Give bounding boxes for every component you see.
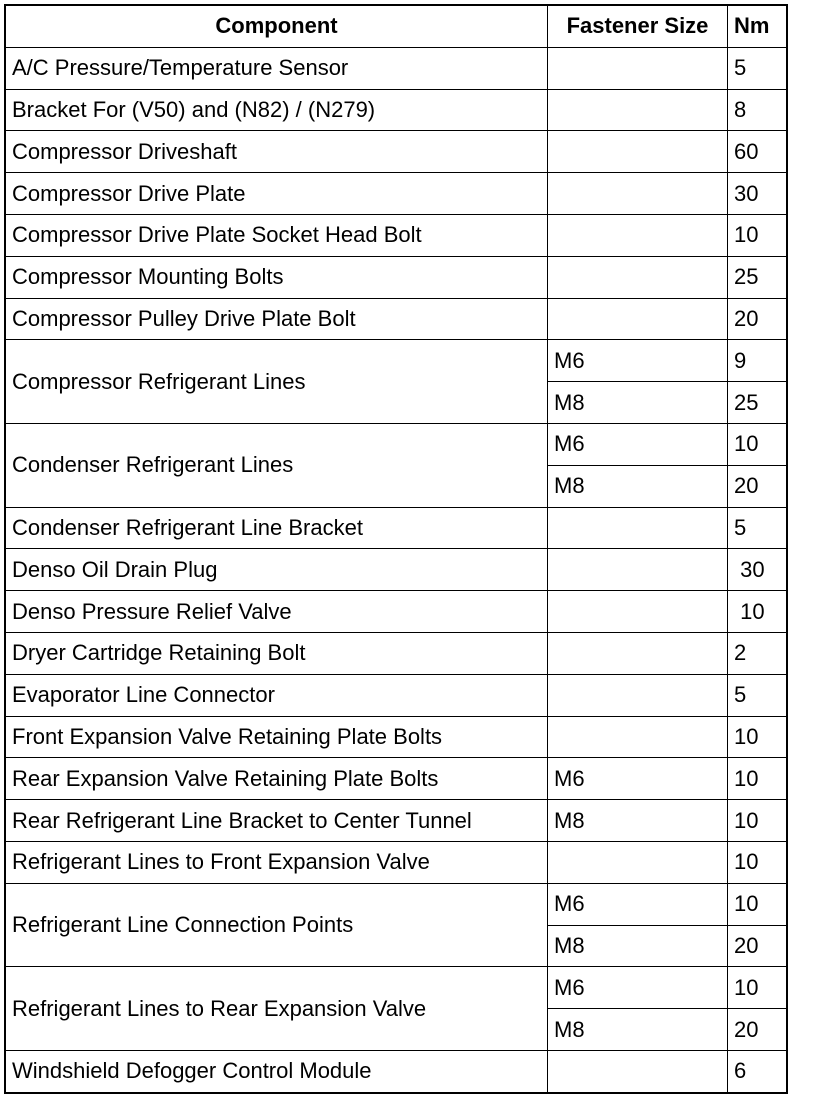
nm-cell: 5 bbox=[728, 507, 787, 549]
component-cell: Windshield Defogger Control Module bbox=[6, 1050, 548, 1092]
fastener-size-cell: M8 bbox=[548, 1009, 728, 1051]
fastener-size-cell bbox=[548, 256, 728, 298]
fastener-size-cell bbox=[548, 214, 728, 256]
nm-cell: 25 bbox=[728, 382, 787, 424]
nm-cell: 10 bbox=[728, 716, 787, 758]
nm-cell: 10 bbox=[728, 841, 787, 883]
component-cell: Dryer Cartridge Retaining Bolt bbox=[6, 632, 548, 674]
table-row bbox=[6, 800, 787, 842]
component-cell: Condenser Refrigerant Lines bbox=[6, 423, 548, 507]
component-cell: Front Expansion Valve Retaining Plate Bolts bbox=[6, 716, 548, 758]
table-row bbox=[6, 256, 787, 298]
component-cell: Denso Oil Drain Plug bbox=[6, 549, 548, 591]
table-row bbox=[6, 131, 787, 173]
fastener-size-cell: M6 bbox=[548, 340, 728, 382]
table-row bbox=[6, 967, 787, 1009]
fastener-size-cell: M8 bbox=[548, 925, 728, 967]
fastener-size-cell bbox=[548, 591, 728, 633]
component-cell: Compressor Mounting Bolts bbox=[6, 256, 548, 298]
fastener-size-cell bbox=[548, 632, 728, 674]
component-cell: Compressor Drive Plate bbox=[6, 173, 548, 215]
header-row bbox=[6, 6, 787, 48]
component-cell: Denso Pressure Relief Valve bbox=[6, 591, 548, 633]
fastener-size-cell: M8 bbox=[548, 465, 728, 507]
fastener-size-cell bbox=[548, 89, 728, 131]
table-row bbox=[6, 298, 787, 340]
nm-cell: 9 bbox=[728, 340, 787, 382]
fastener-size-cell bbox=[548, 1050, 728, 1092]
fastener-size-cell bbox=[548, 131, 728, 173]
component-cell: A/C Pressure/Temperature Sensor bbox=[6, 47, 548, 89]
fastener-size-cell: M6 bbox=[548, 758, 728, 800]
fastener-size-cell bbox=[548, 549, 728, 591]
table-row bbox=[6, 758, 787, 800]
fastener-size-cell bbox=[548, 298, 728, 340]
nm-cell: 8 bbox=[728, 89, 787, 131]
fastener-size-cell bbox=[548, 47, 728, 89]
component-cell: Condenser Refrigerant Line Bracket bbox=[6, 507, 548, 549]
component-cell: Rear Refrigerant Line Bracket to Center Tunnel bbox=[6, 800, 548, 842]
component-cell: Compressor Pulley Drive Plate Bolt bbox=[6, 298, 548, 340]
nm-cell: 2 bbox=[728, 632, 787, 674]
fastener-size-cell: M6 bbox=[548, 423, 728, 465]
fastener-size-cell: M8 bbox=[548, 800, 728, 842]
table-row bbox=[6, 47, 787, 89]
fastener-size-cell: M6 bbox=[548, 883, 728, 925]
table-row bbox=[6, 214, 787, 256]
table-row bbox=[6, 841, 787, 883]
component-cell: Refrigerant Lines to Front Expansion Valve bbox=[6, 841, 548, 883]
nm-cell: 20 bbox=[728, 298, 787, 340]
nm-cell: 10 bbox=[728, 423, 787, 465]
component-cell: Refrigerant Line Connection Points bbox=[6, 883, 548, 967]
fastener-size-cell bbox=[548, 674, 728, 716]
component-cell: Bracket For (V50) and (N82) / (N279) bbox=[6, 89, 548, 131]
header-fastener-size: Fastener Size bbox=[548, 6, 728, 48]
nm-cell: 60 bbox=[728, 131, 787, 173]
nm-cell: 25 bbox=[728, 256, 787, 298]
component-cell: Refrigerant Lines to Rear Expansion Valve bbox=[6, 967, 548, 1051]
nm-cell: 10 bbox=[728, 967, 787, 1009]
torque-spec-table bbox=[5, 5, 787, 1093]
table-row bbox=[6, 674, 787, 716]
nm-cell: 5 bbox=[728, 674, 787, 716]
table-row bbox=[6, 340, 787, 382]
table-row bbox=[6, 1050, 787, 1092]
table-row bbox=[6, 716, 787, 758]
nm-cell: 20 bbox=[728, 465, 787, 507]
table-row bbox=[6, 591, 787, 633]
fastener-size-cell bbox=[548, 507, 728, 549]
nm-cell: 10 bbox=[728, 214, 787, 256]
nm-cell: 6 bbox=[728, 1050, 787, 1092]
nm-cell: 10 bbox=[728, 800, 787, 842]
nm-cell: 20 bbox=[728, 925, 787, 967]
table-row bbox=[6, 632, 787, 674]
nm-cell: 10 bbox=[728, 883, 787, 925]
fastener-size-cell bbox=[548, 716, 728, 758]
fastener-size-cell: M6 bbox=[548, 967, 728, 1009]
component-cell: Compressor Drive Plate Socket Head Bolt bbox=[6, 214, 548, 256]
table-body bbox=[6, 47, 787, 1092]
component-cell: Evaporator Line Connector bbox=[6, 674, 548, 716]
nm-cell: 5 bbox=[728, 47, 787, 89]
component-cell: Rear Expansion Valve Retaining Plate Bolts bbox=[6, 758, 548, 800]
table-row bbox=[6, 89, 787, 131]
table-row bbox=[6, 883, 787, 925]
fastener-size-cell: M8 bbox=[548, 382, 728, 424]
fastener-size-cell bbox=[548, 841, 728, 883]
fastener-size-cell bbox=[548, 173, 728, 215]
nm-cell: 30 bbox=[728, 173, 787, 215]
component-cell: Compressor Driveshaft bbox=[6, 131, 548, 173]
header-component: Component bbox=[6, 6, 548, 48]
component-cell: Compressor Refrigerant Lines bbox=[6, 340, 548, 424]
table-row bbox=[6, 173, 787, 215]
header-nm: Nm bbox=[728, 6, 787, 48]
nm-cell: 30 bbox=[728, 549, 787, 591]
nm-cell: 10 bbox=[728, 591, 787, 633]
table-row bbox=[6, 549, 787, 591]
table-row bbox=[6, 507, 787, 549]
nm-cell: 10 bbox=[728, 758, 787, 800]
nm-cell: 20 bbox=[728, 1009, 787, 1051]
table-row bbox=[6, 423, 787, 465]
